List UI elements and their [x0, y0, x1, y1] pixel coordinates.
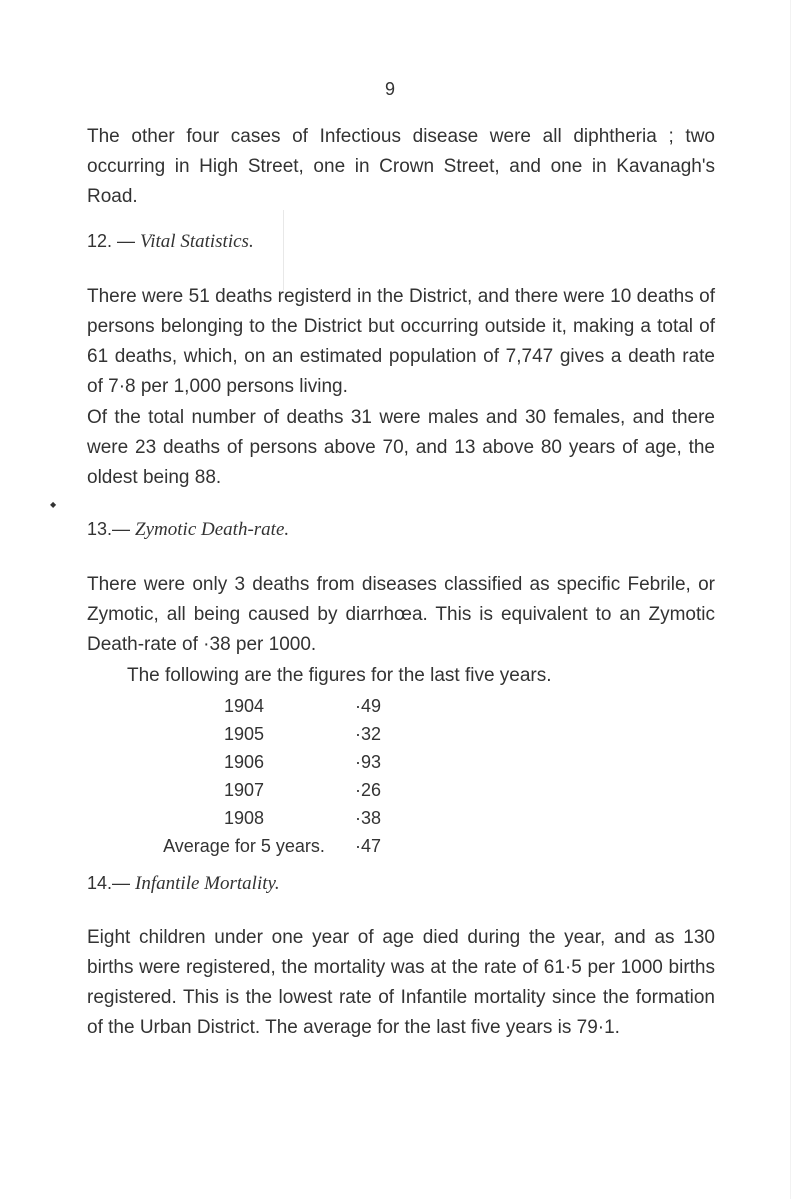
section-title: Infantile Mortality. — [135, 873, 280, 894]
table-cell-year: 1907 — [223, 780, 265, 800]
section-title: Vital Statistics. — [140, 231, 254, 252]
figures-intro-text: The following are the figures for the last five years. — [127, 665, 552, 686]
paragraph-text: The other four cases of Infectious disease were all diphtheria ; two occurring in High Street, one in Crown Street, and one in Kavanagh's Road. — [87, 126, 715, 207]
table-cell-rate: ·47 — [355, 836, 382, 856]
table-row — [133, 832, 415, 860]
table-cell-year: 1905 — [223, 724, 265, 744]
figures-table — [133, 692, 415, 860]
paragraph-text: Of the total number of deaths 31 were males and 30 females, and there were 23 deaths of persons above 70, and 13 above 80 years of age, the oldest being 88. — [87, 407, 715, 488]
table-cell-rate: ·32 — [355, 724, 382, 744]
page-edge-line — [790, 0, 791, 1199]
table-cell-rate: ·26 — [355, 780, 382, 800]
bullet-mark: ◆ — [50, 500, 57, 509]
table-cell-year: Average for 5 years. — [163, 836, 325, 856]
section-number: 13.— — [87, 519, 131, 539]
table-cell-year: 1908 — [223, 808, 265, 828]
table-row — [133, 720, 415, 748]
section-heading-infantile — [87, 868, 715, 899]
table-cell-year: 1904 — [223, 696, 265, 716]
paragraph-text: There were only 3 deaths from diseases classified as specific Febrile, or Zymotic, all being caused by diarrhœa. This is equivalent to an Zymotic Death-rate of ·38 per 1000. — [87, 574, 715, 655]
table-row — [133, 804, 415, 832]
section-number: 12. — — [87, 231, 136, 251]
paragraph-zymotic-deaths — [87, 570, 715, 660]
paragraph-deaths — [87, 282, 715, 402]
section-number: 14.— — [87, 873, 131, 893]
paragraph-infantile-mortality — [87, 923, 715, 1043]
table-row — [133, 776, 415, 804]
section-heading-vital-statistics — [87, 226, 715, 257]
paragraph-text: There were 51 deaths registerd in the District, and there were 10 deaths of persons belonging to the District but occurring outside it, making a total of 61 deaths, which, on an estimated population of 7,747 gives a death rate of 7·8 per 1,000 persons living. — [87, 286, 715, 397]
section-title: Zymotic Death-rate. — [135, 519, 290, 540]
section-heading-zymotic — [87, 514, 715, 545]
paragraph-text: Eight children under one year of age died during the year, and as 130 births were registered, the mortality was at the rate of 61·5 per 1000 births registered. This is the lowest rate of Infantile mortality since the formation of the Urban District. The average for the last five years is 79·1. — [87, 927, 715, 1038]
paragraph-total-deaths — [87, 403, 715, 493]
table-cell-rate: ·49 — [355, 696, 382, 716]
paragraph-infectious-disease — [87, 122, 715, 212]
table-cell-rate: ·38 — [355, 808, 382, 828]
page-number: 9 — [384, 79, 395, 99]
table-row — [133, 748, 415, 776]
figures-intro — [127, 661, 767, 691]
table-cell-year: 1906 — [223, 752, 265, 772]
table-cell-rate: ·93 — [355, 752, 382, 772]
table-row — [133, 692, 415, 720]
